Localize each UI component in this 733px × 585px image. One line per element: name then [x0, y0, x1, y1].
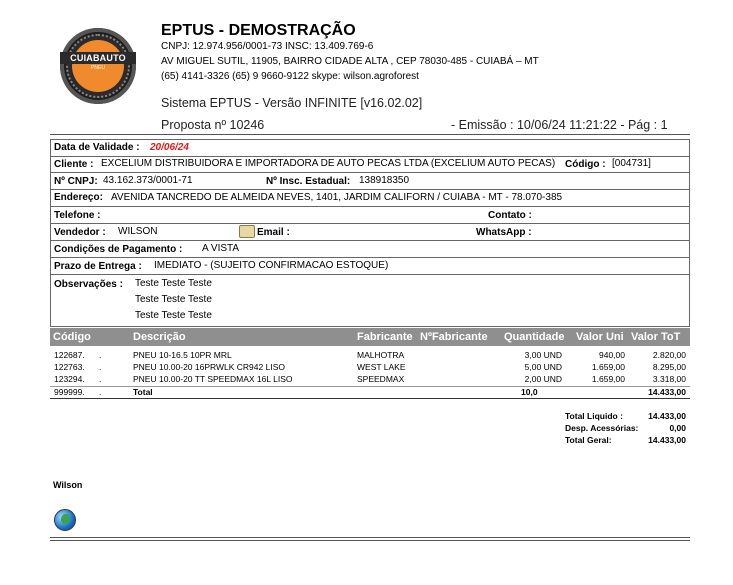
company-address: AV MIGUEL SUTIL, 11905, BAIRRO CIDADE ALTA , CEP 78030-485 - CUIABÁ – MT [161, 56, 539, 67]
cell-code: 123294. [54, 374, 85, 384]
total-label: Total [133, 387, 153, 397]
col-maker: Fabricante [357, 331, 413, 343]
company-name: EPTUS - DEMOSTRAÇÃO [161, 22, 356, 39]
note-line: Teste Teste Teste [135, 278, 212, 289]
cell-quantity: 3,00 UND [524, 350, 562, 360]
address-row [51, 190, 689, 207]
col-total-value: Valor ToT [631, 331, 681, 343]
company-logo [60, 28, 136, 104]
cell-total: 3.318,00 [652, 374, 686, 384]
client-row [51, 156, 689, 173]
emission-info: - Emissão : 10/06/24 11:21:22 - Pág : 1 [451, 118, 668, 132]
seller-row [51, 224, 689, 241]
cell-maker: MALHOTRA [357, 350, 405, 360]
cell-description: PNEU 10-16.5 10PR MRL [133, 350, 232, 360]
col-quantity: Quantidade [504, 331, 565, 343]
cell-unit-value: 1.659,00 [591, 362, 625, 372]
general-total-value: 14.433,00 [648, 435, 686, 445]
globe-icon[interactable] [54, 509, 76, 531]
cell-code: 122763. [54, 362, 85, 372]
items-table-header [50, 328, 690, 346]
seller-value: WILSON [118, 225, 158, 237]
cell-quantity: 5,00 UND [524, 362, 562, 372]
general-total-label: Total Geral: [565, 435, 612, 445]
cell-description: PNEU 10.00-20 16PRWLK CR942 LISO [133, 362, 285, 372]
validity-label: Data de Validade : [54, 142, 140, 153]
state-insc-label: Nº Insc. Estadual: [266, 176, 351, 187]
cell-maker: SPEEDMAX [357, 374, 405, 384]
note-line: Teste Teste Teste [135, 310, 212, 321]
cnpj-value: 43.162.373/0001-71 [103, 174, 193, 186]
phone-label: Telefone : [54, 210, 101, 221]
cell-code: 122687. [54, 350, 85, 360]
validity-value: 20/06/24 [150, 142, 189, 153]
cell-dot: . [99, 350, 102, 360]
email-label: Email : [257, 227, 290, 238]
phone-row [51, 207, 689, 224]
logo-sub: PNEU [91, 65, 105, 71]
total-value: 14.433,00 [648, 387, 686, 397]
col-maker-number: NºFabricante [420, 331, 488, 343]
extra-expenses-value: 0,00 [669, 423, 686, 433]
company-contact: (65) 4141-3326 (65) 9 9660-9122 skype: wilson.agroforest [161, 71, 419, 82]
system-version: Sistema EPTUS - Versão INFINITE [v16.02.02] [161, 96, 423, 110]
liquid-total-label: Total Liquido : [565, 411, 623, 421]
delivery-label: Prazo de Entrega : [54, 261, 142, 272]
payment-label: Condições de Pagamento : [54, 244, 183, 255]
address-label: Endereço: [54, 192, 103, 203]
email-icon [239, 225, 255, 238]
cell-quantity: 2,00 UND [524, 374, 562, 384]
notes-row [51, 275, 689, 325]
company-cnpj: CNPJ: 12.974.956/0001-73 INSC: 13.409.769-6 [161, 41, 374, 52]
cnpj-label: Nº CNPJ: [54, 176, 98, 187]
total-quantity: 10,0 [521, 387, 538, 397]
payment-row [51, 241, 689, 258]
address-value: AVENIDA TANCREDO DE ALMEIDA NEVES, 1401, JARDIM CALIFORN / CUIABA - MT - 78.070-385 [111, 191, 563, 203]
logo-brand: CUIABAUTO [60, 52, 136, 64]
header-divider [50, 134, 690, 135]
seller-label: Vendedor : [54, 227, 106, 238]
total-code: 999999. [54, 387, 85, 397]
cell-maker: WEST LAKE [357, 362, 406, 372]
client-value: EXCELIUM DISTRIBUIDORA E IMPORTADORA DE AUTO PECAS LTDA (EXCELIUM AUTO PECAS) [101, 157, 556, 169]
cell-dot: . [99, 374, 102, 384]
footer-divider [50, 537, 690, 538]
extra-expenses-label: Desp. Acessórias: [565, 423, 639, 433]
cell-unit-value: 940,00 [599, 350, 625, 360]
total-dot: . [99, 387, 102, 397]
client-label: Cliente : [54, 159, 94, 170]
col-description: Descrição [133, 331, 186, 343]
code-value: [004731] [612, 157, 651, 169]
liquid-total-value: 14.433,00 [648, 411, 686, 421]
signature-name: Wilson [53, 480, 83, 490]
cnpj-row [51, 173, 689, 190]
cell-unit-value: 1.659,00 [591, 374, 625, 384]
cell-dot: . [99, 362, 102, 372]
notes-label: Observações : [54, 279, 123, 290]
col-code: Código [53, 331, 91, 343]
payment-value: A VISTA [202, 242, 240, 254]
proposal-number: Proposta nº 10246 [161, 118, 265, 132]
delivery-value: IMEDIATO - (SUJEITO CONFIRMACAO ESTOQUE) [154, 259, 389, 271]
cell-description: PNEU 10.00-20 TT SPEEDMAX 16L LISO [133, 374, 293, 384]
delivery-row [51, 258, 689, 275]
whatsapp-label: WhatsApp : [476, 227, 532, 238]
cell-total: 8.295,00 [652, 362, 686, 372]
col-unit-value: Valor Uni [576, 331, 624, 343]
code-label: Código : [565, 159, 606, 170]
contact-label: Contato : [488, 210, 532, 221]
validity-row [51, 140, 689, 157]
note-line: Teste Teste Teste [135, 294, 212, 305]
footer-divider-2 [50, 540, 690, 541]
client-info-block [50, 139, 690, 327]
state-insc-value: 138918350 [359, 174, 410, 186]
total-underline [50, 398, 690, 399]
cell-total: 2.820,00 [652, 350, 686, 360]
